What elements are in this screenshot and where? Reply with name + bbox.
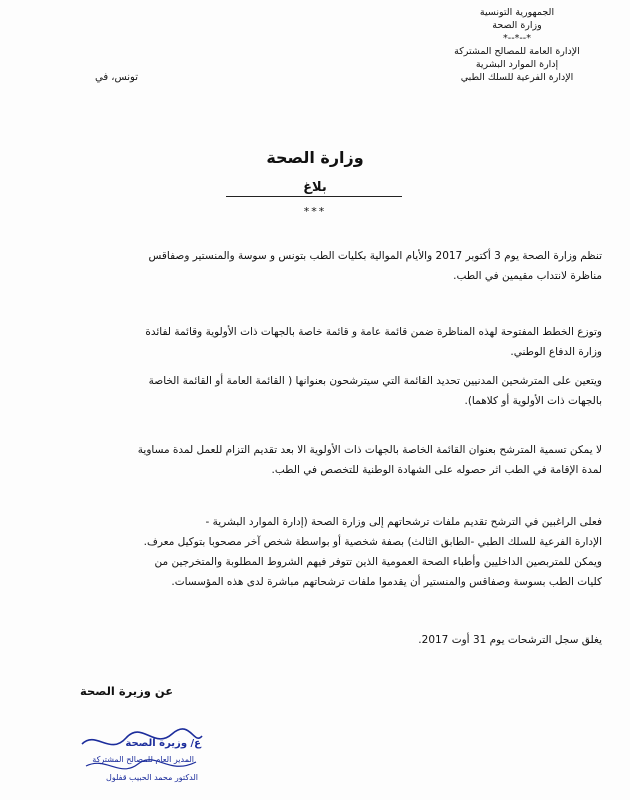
signature-line: عن وزيرة الصحة: [80, 684, 174, 698]
paragraph-line: لا يمكن تسمية المترشح بعنوان القائمة الخاصة بالجهات ذات الأولوية الا بعد تقديم التزام للعمل لمدة مساوية: [137, 444, 602, 456]
notice-underline: [226, 196, 402, 197]
letterhead-line: *--*--*: [503, 33, 531, 44]
paragraph-candidate-lists: [34, 371, 602, 411]
paragraph-line: الإدارة الفرعية للسلك الطبي -الطابق الثالث) بصفة شخصية أو بواسطة شخص آخر مصحوبا بتوكيل معرف.: [143, 536, 602, 548]
stamp-text: المدير العام للمصالح المشتركة: [92, 755, 194, 764]
letterhead-line: وزارة الصحة: [492, 20, 542, 31]
paragraph-priority-regions: [34, 440, 602, 480]
separator-stars: ***: [303, 205, 327, 218]
paragraph-line: كليات الطب بسوسة وصفاقس والمنستير أن يقدموا ملفات ترشحاتهم مباشرة لدى هذه المؤسسات.: [171, 576, 602, 588]
paragraph-line: وزارة الدفاع الوطني.: [510, 346, 602, 358]
paragraph-positions: [34, 322, 602, 362]
paragraph-line: يغلق سجل الترشحات يوم 31 أوت 2017.: [418, 634, 602, 646]
paragraph-line: ويمكن للمتربصين الداخليين وأطباء الصحة العمومية الذين تتوفر فيهم الشروط المطلوبة والمتخرجين من: [154, 556, 602, 568]
paragraph-line: تنظم وزارة الصحة يوم 3 أكتوبر 2017 والأيام الموالية بكليات الطب بتونس و سوسة والمنستير وصفاقس: [148, 250, 602, 262]
paragraph-line: فعلى الراغبين في الترشح تقديم ملفات ترشحاتهم إلى وزارة الصحة (إدارة الموارد البشرية -: [205, 516, 602, 528]
stamp-text: ع/ وزيرة الصحة: [125, 738, 201, 749]
paragraph-exam-date: [34, 246, 602, 286]
paragraph-line: وتوزع الخطط المفتوحة لهذه المناظرة ضمن قائمة عامة و قائمة خاصة بالجهات ذات الأولوية وقائمة لفائدة: [145, 326, 602, 338]
notice-heading: بلاغ: [303, 180, 327, 195]
paragraph-line: لمدة الإقامة في الطب اثر حصوله على الشهادة الوطنية للتخصص في الطب.: [271, 464, 602, 476]
document-title: وزارة الصحة: [266, 148, 364, 167]
paragraph-line: مناظرة لانتداب مقيمين في الطب.: [453, 270, 602, 282]
letterhead-line: الإدارة العامة للمصالح المشتركة: [454, 46, 580, 57]
letterhead-line: الإدارة الفرعية للسلك الطبي: [460, 72, 574, 83]
paragraph-line: ويتعين على المترشحين المدنيين تحديد القائمة التي سيترشحون بعنوانها ( القائمة العامة أو القائمة الخاصة: [148, 375, 602, 387]
stamp-text: الدكتور محمد الحبيب قفلول: [106, 773, 198, 782]
letterhead-line: الجمهورية التونسية: [479, 7, 555, 18]
paragraph-line: بالجهات ذات الأولوية أو كلاهما).: [464, 395, 602, 407]
letterhead-line: إدارة الموارد البشرية: [475, 59, 559, 70]
paragraph-application-submission: [34, 512, 602, 592]
place-date: تونس، في: [95, 72, 139, 83]
official-stamp: [76, 726, 206, 788]
paragraph-deadline: [34, 630, 602, 650]
letterhead: [422, 6, 612, 84]
